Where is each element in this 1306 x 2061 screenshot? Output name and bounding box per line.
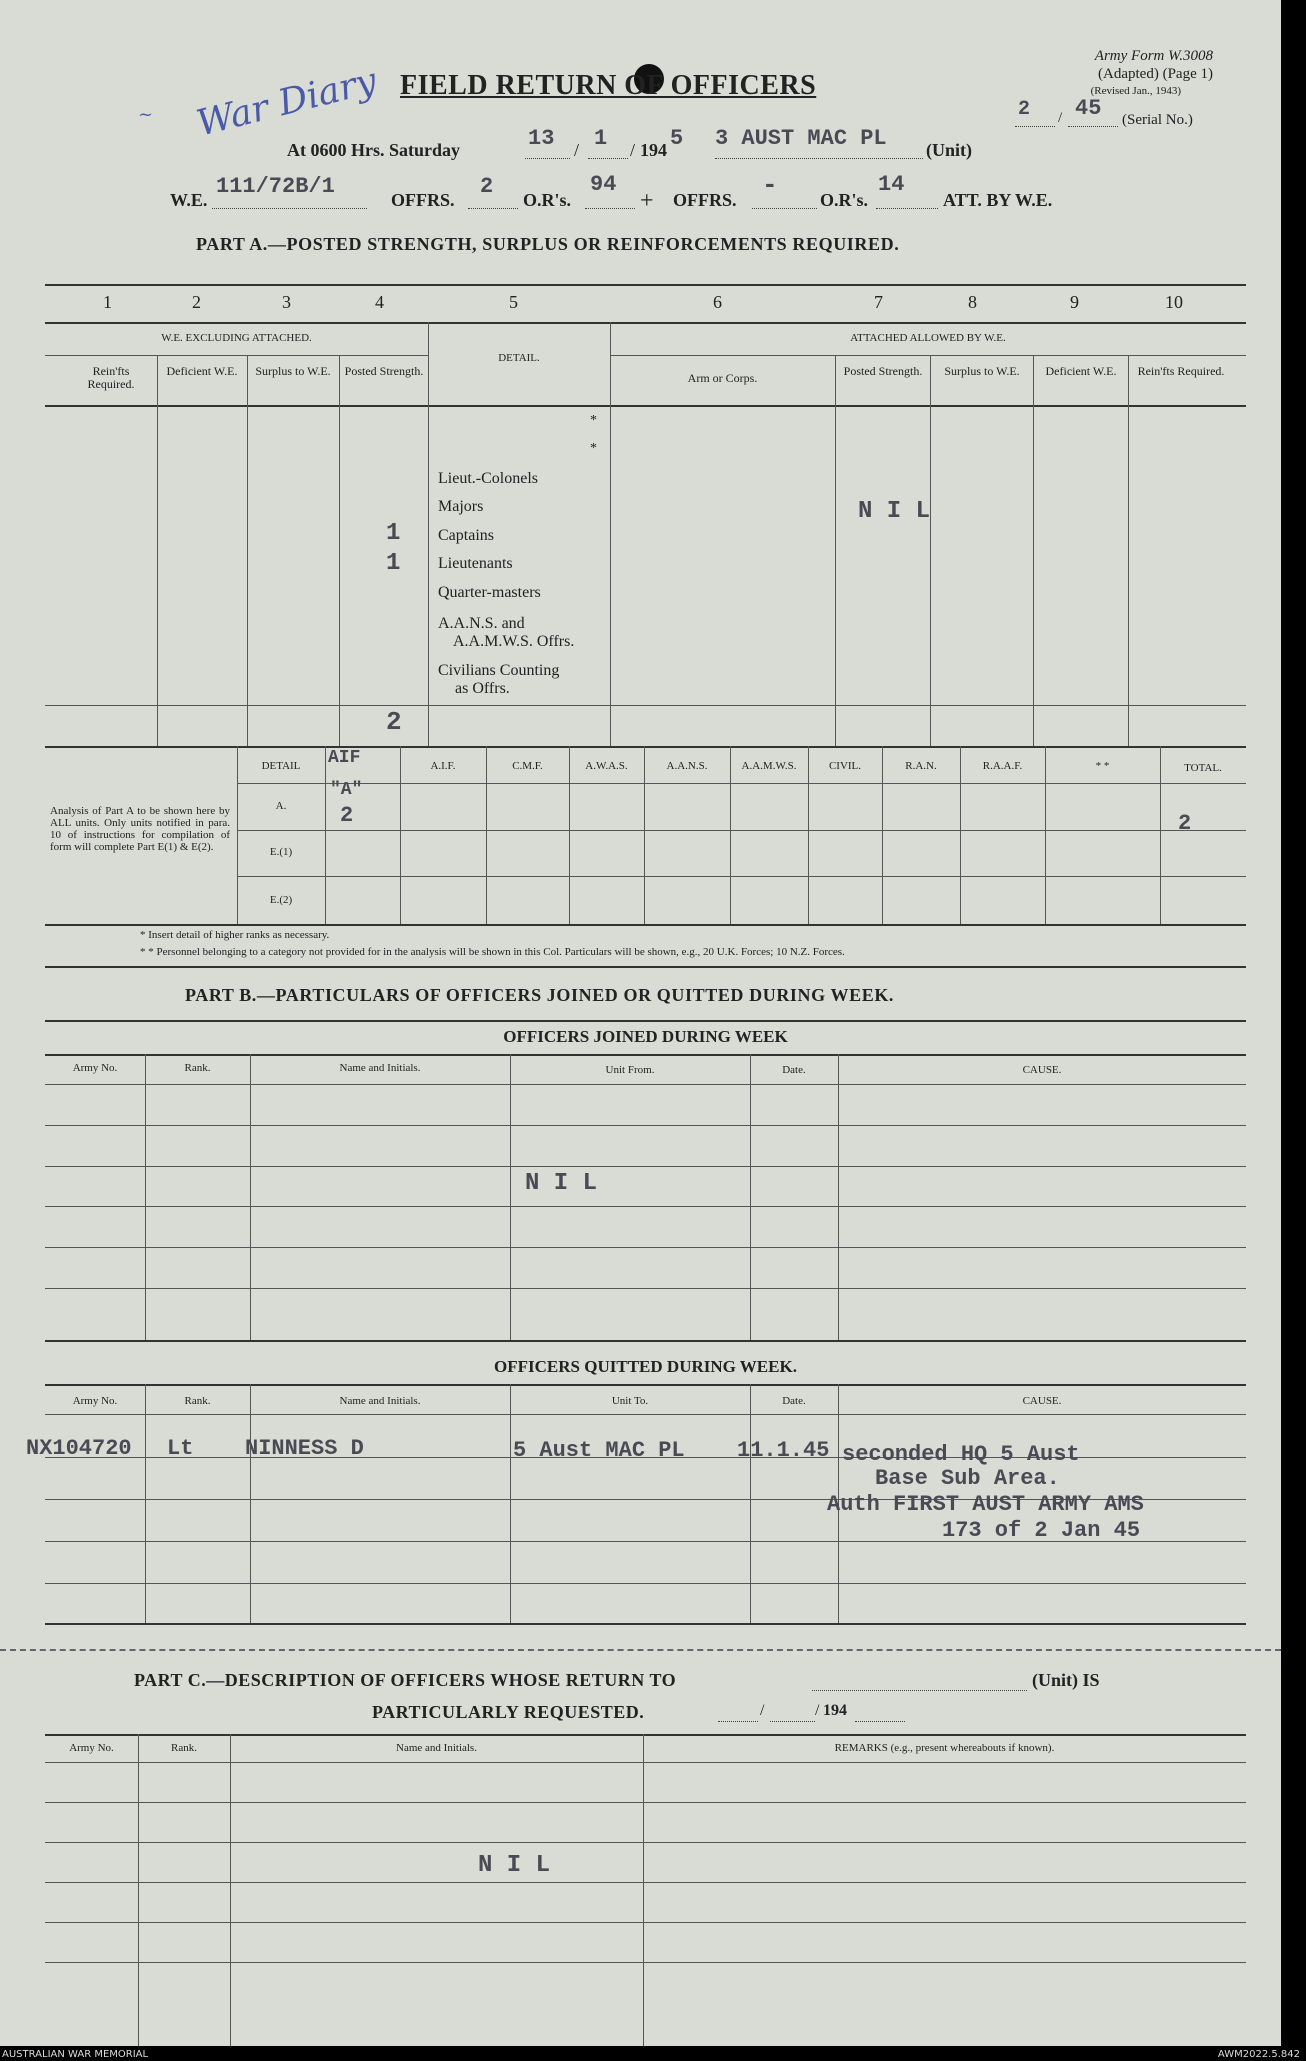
quitted-col: Date.	[782, 1395, 806, 1407]
analysis-col: CIVIL.	[828, 760, 862, 772]
header-unit-value: 3 AUST MAC PL	[715, 126, 887, 151]
we-excluding-header: W.E. EXCLUDING ATTACHED.	[161, 332, 312, 344]
ors-value: 94	[590, 172, 617, 197]
analysis-detail-header: DETAIL	[261, 760, 301, 772]
army-form-number: Army Form W.3008	[1094, 48, 1213, 64]
col-number: 1	[103, 292, 112, 312]
header-month: 1	[594, 126, 608, 151]
part-c-col: REMARKS (e.g., present whereabouts if known).	[834, 1742, 1055, 1754]
joined-col: Date.	[782, 1064, 806, 1076]
aif-stamp: AIF	[328, 748, 361, 768]
col-number: 3	[282, 292, 291, 312]
col-number: 4	[375, 292, 384, 312]
part-c-col: Rank.	[171, 1742, 197, 1754]
form-title: FIELD RETURN OF OFFICERS	[400, 70, 817, 101]
offrs2-value: -	[762, 170, 778, 200]
quitted-cause: Auth FIRST AUST ARMY AMS	[827, 1492, 1144, 1517]
rank-row: as Offrs.	[455, 680, 510, 697]
col-header: Deficient W.E.	[166, 364, 238, 378]
part-c-col: Army No.	[69, 1742, 114, 1754]
analysis-col: R.A.A.F.	[982, 760, 1023, 772]
part-c-year: 194	[823, 1702, 847, 1719]
part-c-col: Name and Initials.	[396, 1742, 477, 1754]
form-adapted: (Adapted) (Page 1)	[1098, 66, 1213, 82]
joined-col: CAUSE.	[1022, 1064, 1062, 1076]
quitted-rank: Lt	[167, 1436, 194, 1461]
col-number: 8	[968, 292, 977, 312]
total-a-value: 2	[1178, 811, 1192, 836]
col-number: 2	[192, 292, 201, 312]
col-number: 10	[1165, 292, 1183, 312]
posted-captains: 1	[386, 520, 401, 547]
col-number: 7	[874, 292, 883, 312]
quitted-col: Army No.	[72, 1395, 118, 1407]
analysis-note: Analysis of Part A to be shown here by ALL units. Only units notified in para. 10 of instructions for compilation of form will complete Part E(1) & E(2).	[50, 805, 230, 853]
ors-label: O.R's.	[523, 190, 572, 210]
rank-row: Captains	[438, 527, 494, 544]
analysis-col: * *	[1095, 760, 1110, 772]
part-c-nil: N I L	[478, 1852, 551, 1879]
joined-col: Name and Initials.	[339, 1062, 421, 1074]
footer-right: AWM2022.5.842	[1217, 2049, 1300, 2060]
col-number: 6	[713, 292, 722, 312]
footer-left: AUSTRALIAN WAR MEMORIAL	[2, 2049, 149, 2060]
analysis-col: TOTAL.	[1184, 762, 1222, 774]
col-header: Surplus to W.E.	[255, 364, 331, 378]
joined-col: Unit From.	[605, 1064, 655, 1076]
analysis-col: A.W.A.S.	[585, 760, 628, 772]
analysis-col: C.M.F.	[512, 760, 543, 772]
footnote-1: * Insert detail of higher ranks as necessary.	[140, 929, 330, 941]
posted-total: 2	[386, 707, 402, 737]
quitted-date: 11.1.45	[737, 1438, 830, 1463]
analysis-col: A.A.M.W.S.	[741, 760, 797, 772]
aif-a-value: 2	[340, 803, 354, 828]
part-c-subtitle: PARTICULARLY REQUESTED.	[372, 1702, 645, 1722]
joined-col: Rank.	[184, 1062, 211, 1074]
we-label: W.E.	[170, 190, 208, 210]
unit-label: (Unit)	[926, 140, 972, 160]
date-separator: /	[760, 1702, 765, 1719]
part-b-title: PART B.—PARTICULARS OF OFFICERS JOINED OR QUITTED DURING WEEK.	[185, 985, 895, 1005]
col-header: Rein'fts Required.	[1137, 364, 1225, 378]
col-number: 9	[1070, 292, 1079, 312]
header-day: 13	[528, 126, 555, 151]
quitted-cause: 173 of 2 Jan 45	[942, 1518, 1141, 1543]
joined-nil: N I L	[525, 1170, 598, 1197]
analysis-row-label: A.	[275, 800, 287, 812]
ors2-label: O.R's.	[820, 190, 869, 210]
offrs-label: OFFRS.	[391, 190, 455, 210]
col-number: 5	[509, 292, 518, 312]
quitted-col: CAUSE.	[1022, 1395, 1062, 1407]
a-stamp: "A"	[330, 780, 363, 800]
date-separator: /	[815, 1702, 820, 1719]
col-header: Rein'fts Required.	[87, 364, 135, 391]
header-year-suffix: 5	[670, 126, 684, 151]
analysis-col: A.A.N.S.	[666, 760, 708, 772]
offrs-value: 2	[480, 174, 494, 199]
quitted-title: OFFICERS QUITTED DURING WEEK.	[494, 1357, 797, 1376]
rank-row: A.A.N.S. and	[438, 615, 525, 632]
quitted-col: Name and Initials.	[339, 1395, 421, 1407]
serial-value: 45	[1075, 96, 1102, 121]
analysis-col: R.A.N.	[905, 760, 937, 772]
war-diary-annotation: War Diary	[192, 60, 381, 145]
form-revised: (Revised Jan., 1943)	[1090, 85, 1181, 97]
rank-row: Quarter-masters	[438, 584, 541, 601]
col-header: Posted Strength.	[843, 364, 923, 378]
rank-row: Lieutenants	[438, 555, 513, 572]
quitted-cause: Base Sub Area.	[875, 1466, 1060, 1491]
rank-row: Civilians Counting	[438, 662, 560, 679]
col-header: Arm or Corps.	[687, 371, 758, 385]
serial-prefix: 2	[1018, 98, 1031, 121]
quitted-army-no: NX104720	[26, 1436, 132, 1461]
footnote-2: * * Personnel belonging to a category not provided for in the analysis will be shown in this Col. Particulars will be shown, e.g., 20 U.K. Forces; 10 N.Z. Forces.	[140, 946, 845, 958]
header-year-prefix: 194	[640, 140, 667, 160]
star-mark: *	[590, 441, 597, 456]
analysis-row-label: E.(2)	[269, 894, 293, 906]
quitted-col: Rank.	[184, 1395, 211, 1407]
posted-lieutenants: 1	[386, 550, 401, 577]
rank-row: Majors	[438, 498, 484, 515]
annotation-mark: ~	[138, 104, 154, 125]
rank-row: A.A.M.W.S. Offrs.	[453, 633, 575, 650]
serial-label: (Serial No.)	[1122, 112, 1193, 128]
star-mark: *	[590, 413, 597, 428]
detail-header: DETAIL.	[498, 352, 540, 364]
attached-allowed-header: ATTACHED ALLOWED BY W.E.	[850, 332, 1006, 344]
col-header: Surplus to W.E.	[944, 364, 1020, 378]
col-header: Deficient W.E.	[1045, 364, 1117, 378]
part-c-title-left: PART C.—DESCRIPTION OF OFFICERS WHOSE RETURN TO	[134, 1670, 677, 1690]
plus-sign: +	[640, 188, 654, 214]
attached-nil: N I L	[858, 498, 931, 525]
quitted-cause: seconded HQ 5 Aust	[842, 1442, 1080, 1467]
joined-col: Army No.	[72, 1062, 118, 1074]
att-label: ATT. BY W.E.	[943, 190, 1053, 210]
ors2-value: 14	[878, 172, 905, 197]
form-page: Army Form W.3008 (Adapted) (Page 1) (Revised Jan., 1943) 2 / 45 (Serial No.) War Diary ~ FIELD RETURN OF OFFICERS At 0600 Hrs. Saturday 13 / 1 / 194 5 3 AUST MAC PL (Unit) W.E. 111/72B/1 OFFRS. 2 O.R's. 94 + OFFRS. - O.R's. 14 ATT. BY W.E. PART A.—POSTED STRENGTH, SURPLUS OR REINFORCEMENTS REQUIRED. 1 2 3 4 5 6 7 8 9 10 W.E. EXCLUDING ATTACHED. ATTACHED ALLOWED BY W.E. DETAIL. Rein'fts Required. Deficient W.E. Surplus to W.E. Posted Strength. Arm or Corps. Posted Strength. Surplus to W.E. Deficient W.E. Rein'fts Required. * * Lieut.-Colonels Majors Captains Lieutenants Quarter-masters A.A.N.S. and A.A.M.W.S. Offrs. Civilians Counting as Offrs. 1 1 2 N I L Analysis of Part A to be shown here by ALL units. Only units notified in para. 10 of instructions for compilation of form will complete Part E(1) & E(2). DETAIL AIF A.I.F. C.M.F. A.W.A.S. A.A.N.S. A.A.M.W.S. CIVIL. R.A.N. R.A.A.F. * * TOTAL. A. E.(1) E.(2) "A" 2 2 * Insert detail of higher ranks as necessary. * * Personnel belonging to a category not provided for in the analysis will be shown in this Col. Particulars will be shown, e.g., 20 U.K. Forces; 10 N.Z. Forces. PART B.—PARTICULARS OF OFFICERS JOINED OR QUITTED DURING WEEK. OFFICERS JOINED DURING WEEK Army No. Rank. Name and Initials. Unit From. Date. CAUSE. N I L OFFICERS QUITTED DURING WEEK. Army No. Rank. Name and Initials. Unit To. Date. CAUSE. NX104720 Lt NINNESS D 5 Aust MAC PL 11.1.45 seconded HQ 5 Aust Base Sub Area. Auth FIRST AUST ARMY AMS 173 of 2 Jan 45 PART C.—DESCRIPTION OF OFFICERS WHOSE RETURN TO (Unit) IS PARTICULARLY REQUESTED. / / 194 Army No. Rank. Name and Initials. REMARKS (e.g., present whereabouts if known). N I L	[0, 0, 1281, 2046]
offrs2-label: OFFRS.	[673, 190, 737, 210]
col-header: Posted Strength.	[344, 364, 424, 378]
at-label: At 0600 Hrs. Saturday	[287, 140, 461, 160]
quitted-col: Unit To.	[611, 1395, 649, 1407]
joined-title: OFFICERS JOINED DURING WEEK	[503, 1027, 788, 1046]
rank-row: Lieut.-Colonels	[438, 470, 538, 487]
part-c-title-right: (Unit) IS	[1032, 1670, 1100, 1690]
quitted-unit-to: 5 Aust MAC PL	[513, 1438, 685, 1463]
we-value: 111/72B/1	[216, 174, 335, 199]
quitted-name: NINNESS D	[245, 1436, 364, 1461]
analysis-row-label: E.(1)	[269, 846, 293, 858]
part-a-title: PART A.—POSTED STRENGTH, SURPLUS OR REINFORCEMENTS REQUIRED.	[196, 234, 900, 254]
analysis-col: A.I.F.	[430, 760, 456, 772]
